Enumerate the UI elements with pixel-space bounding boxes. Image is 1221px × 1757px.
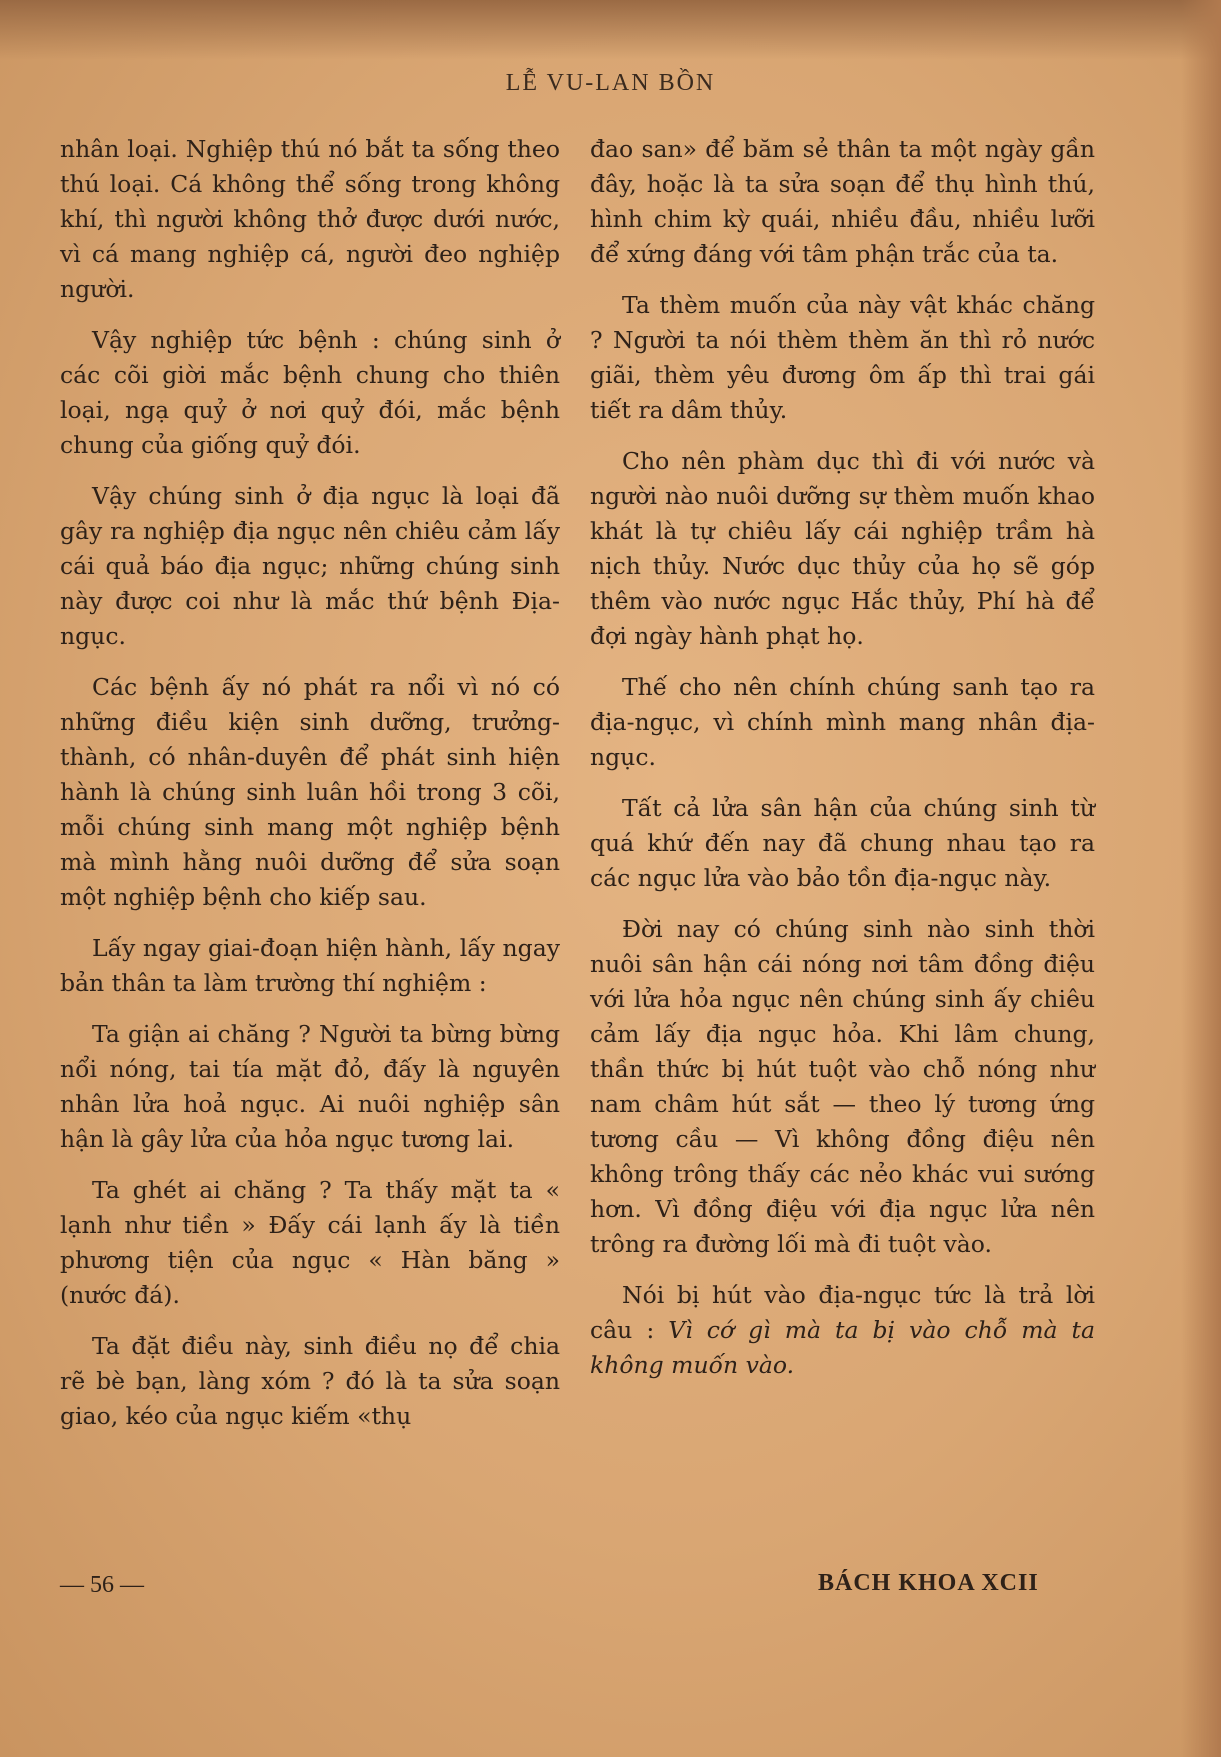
left-column (60, 132, 560, 1450)
paragraph: Thế cho nên chính chúng sanh tạo ra địa-ngục, vì chính mình mang nhân địa-ngục. (590, 673, 1095, 771)
publication-name: BÁCH KHOA XCII (818, 1570, 1039, 1596)
paragraph: Vậy nghiệp tức bệnh : chúng sinh ở các cõi giời mắc bệnh chung cho thiên loại, ngạ quỷ ở nơi quỷ đói, mắc bệnh chung của giống quỷ đói. (60, 326, 560, 459)
paragraph: Tất cả lửa sân hận của chúng sinh từ quá khứ đến nay đã chung nhau tạo ra các ngục lửa vào bảo tồn địa-ngục này. (590, 794, 1095, 892)
paragraph: Các bệnh ấy nó phát ra nổi vì nó có những điều kiện sinh dưỡng, trưởng-thành, có nhân-duyên để phát sinh hiện hành là chúng sinh luân hồi trong 3 cõi, mỗi chúng sinh mang một nghiệp bệnh mà mình hằng nuôi dưỡng để sửa soạn một nghiệp bệnh cho kiếp sau. (60, 673, 560, 911)
paragraph: Ta thèm muốn của này vật khác chăng ? Người ta nói thèm thèm ăn thì rỏ nước giãi, thèm yêu đương ôm ấp thì trai gái tiết ra dâm thủy. (590, 291, 1095, 424)
paragraph: Ta giận ai chăng ? Người ta bừng bừng nổi nóng, tai tía mặt đỏ, đấy là nguyên nhân lửa hoả ngục. Ai nuôi nghiệp sân hận là gây lửa của hỏa ngục tương lai. (60, 1020, 560, 1153)
paragraph: Ta đặt điều này, sinh điều nọ để chia rẽ bè bạn, làng xóm ? đó là ta sửa soạn giao, kéo của ngục kiếm «thụ (60, 1332, 560, 1430)
paragraph: đao san» để băm sẻ thân ta một ngày gần đây, hoặc là ta sửa soạn để thụ hình thú, hình chim kỳ quái, nhiều đầu, nhiều lưỡi để xứng đáng với tâm phận trắc của ta. (590, 135, 1095, 268)
paragraph: Ta ghét ai chăng ? Ta thấy mặt ta « lạnh như tiền » Đấy cái lạnh ấy là tiền phương tiện của ngục « Hàn băng » (nước đá). (60, 1176, 560, 1309)
closing-paragraph (590, 1278, 1095, 1383)
closing-lead: Nói bị hút vào địa-ngục tức là trả lời câu : (590, 1281, 1095, 1344)
page-number: — 56 — (60, 1572, 144, 1598)
paragraph: Vậy chúng sinh ở địa ngục là loại đã gây ra nghiệp địa ngục nên chiêu cảm lấy cái quả báo địa ngục; những chúng sinh này được coi như là mắc thứ bệnh Địa-ngục. (60, 482, 560, 650)
paragraph: nhân loại. Nghiệp thú nó bắt ta sống theo thú loại. Cá không thể sống trong không khí, thì người không thở được dưới nước, vì cá mang nghiệp cá, người đeo nghiệp người. (60, 135, 560, 303)
closing-question: Vì cớ gì mà ta bị vào chỗ mà ta không muốn vào. (590, 1316, 1096, 1379)
running-header: LỄ VU-LAN BỒN (505, 70, 716, 96)
paragraph: Đời nay có chúng sinh nào sinh thời nuôi sân hận cái nóng nơi tâm đồng điệu với lửa hỏa ngục nên chúng sinh ấy chiêu cảm lấy địa ngục hỏa. Khi lâm chung, thần thức bị hút tuột vào chỗ nóng như nam châm hút sắt — theo lý tương ứng tương cầu — Vì không đồng điệu nên không trông thấy các nẻo khác vui sướng hơn. Vì đồng điệu với địa ngục lửa nên trông ra đường lối mà đi tuột vào. (590, 915, 1095, 1258)
right-edge-stain (1181, 0, 1221, 1757)
top-shadow (0, 0, 1221, 60)
paragraph: Cho nên phàm dục thì đi với nước và người nào nuôi dưỡng sự thèm muốn khao khát là tự chiêu lấy cái nghiệp trầm hà nịch thủy. Nước dục thủy của họ sẽ góp thêm vào nước ngục Hắc thủy, Phí hà để đợi ngày hành phạt họ. (590, 447, 1095, 650)
right-column (590, 132, 1095, 1399)
paragraph: Lấy ngay giai-đoạn hiện hành, lấy ngay bản thân ta làm trường thí nghiệm : (60, 934, 560, 997)
